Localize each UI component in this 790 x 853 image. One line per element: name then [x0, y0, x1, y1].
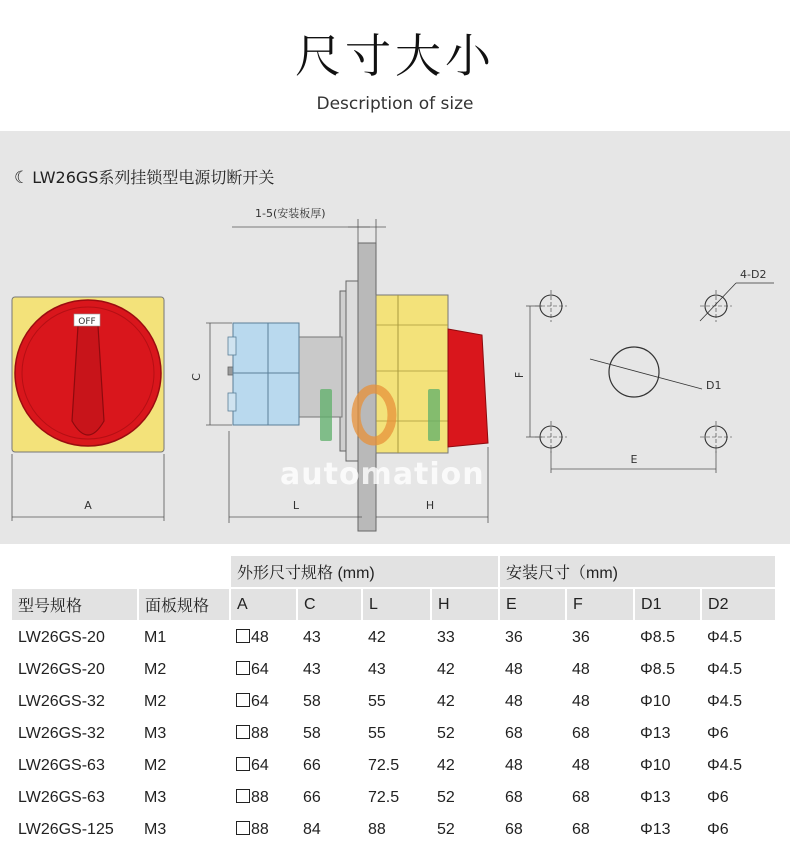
table-cell: 48 — [505, 661, 523, 678]
dim-label-h: H — [425, 499, 435, 512]
col-header-c: C — [297, 588, 362, 621]
table-cell: 43 — [303, 661, 321, 678]
table-cell: 68 — [572, 821, 590, 838]
table-cell: Φ6 — [707, 789, 729, 806]
table-cell: Φ10 — [640, 693, 671, 710]
square-symbol-icon — [236, 789, 250, 803]
table-cell: 66 — [303, 789, 321, 806]
table-cell: 48 — [572, 661, 590, 678]
table-cell: 64 — [230, 654, 297, 686]
col-header-a: A — [230, 588, 297, 621]
table-cell: LW26GS-32 — [18, 725, 105, 742]
table-cell: M2 — [144, 661, 167, 678]
table-cell: 36 — [505, 629, 523, 646]
table-cell: Φ8.5 — [640, 629, 676, 646]
table-group-header-row — [12, 556, 776, 588]
table-cell: 55 — [368, 725, 386, 742]
col-header-model: 型号规格 — [12, 588, 138, 621]
moon-icon: ☾ — [14, 168, 30, 188]
table-cell: 52 — [437, 821, 455, 838]
dim-label-e: E — [630, 453, 638, 466]
table-cell: 43 — [368, 661, 386, 678]
table-cell: 68 — [505, 789, 523, 806]
table-cell: M1 — [144, 629, 167, 646]
dim-label-c: C — [190, 373, 203, 381]
dim-label-d1: D1 — [706, 379, 722, 392]
table-cell: M3 — [144, 725, 167, 742]
dim-label-l: L — [292, 499, 300, 512]
square-symbol-icon — [236, 821, 250, 835]
table-cell: 64 — [230, 750, 297, 782]
group-header-outline: 外形尺寸规格 (mm) — [230, 556, 499, 588]
col-header-e: E — [499, 588, 566, 621]
square-symbol-icon — [236, 725, 250, 739]
table-row — [12, 686, 776, 718]
square-symbol-icon — [236, 629, 250, 643]
table-cell: LW26GS-63 — [18, 757, 105, 774]
table-cell: 88 — [230, 718, 297, 750]
table-cell: 48 — [230, 621, 297, 654]
table-cell: 33 — [437, 629, 455, 646]
table-cell: 68 — [572, 725, 590, 742]
table-cell: 72.5 — [368, 789, 400, 806]
table-cell: 43 — [303, 629, 321, 646]
dim-label-a: A — [84, 499, 92, 512]
table-cell: Φ6 — [707, 821, 729, 838]
table-cell: Φ13 — [640, 789, 671, 806]
col-header-d1: D1 — [634, 588, 701, 621]
front-view — [12, 297, 164, 521]
table-cell: 84 — [303, 821, 321, 838]
table-cell: LW26GS-20 — [18, 661, 105, 678]
table-cell: Φ4.5 — [707, 629, 743, 646]
table-row — [12, 782, 776, 814]
table-cell: Φ4.5 — [707, 693, 743, 710]
table-cell: 68 — [505, 725, 523, 742]
table-cell: 52 — [437, 725, 455, 742]
square-symbol-icon — [236, 661, 250, 675]
table-cell: 66 — [303, 757, 321, 774]
table-body — [12, 621, 776, 846]
hole-pattern — [513, 268, 774, 473]
table-cell: M3 — [144, 789, 167, 806]
contact-block-upper — [233, 323, 299, 373]
table-cell: M3 — [144, 821, 167, 838]
col-header-panel: 面板规格 — [138, 588, 230, 621]
watermark-text: automation — [280, 457, 485, 492]
table-row — [12, 750, 776, 782]
table-cell: 42 — [437, 693, 455, 710]
table-cell: 58 — [303, 693, 321, 710]
table-cell: 68 — [505, 821, 523, 838]
col-header-d2: D2 — [701, 588, 776, 621]
table-cell: 48 — [572, 757, 590, 774]
table-cell: 48 — [505, 757, 523, 774]
table-cell: Φ10 — [640, 757, 671, 774]
table-cell: 42 — [437, 661, 455, 678]
table-cell: Φ4.5 — [707, 757, 743, 774]
dimension-diagram-panel — [0, 131, 790, 544]
page-title: 尺寸大小 — [295, 29, 495, 83]
square-symbol-icon — [236, 757, 250, 771]
square-symbol-icon — [236, 693, 250, 707]
table-cell: LW26GS-32 — [18, 693, 105, 710]
diagram-caption: ☾ LW26GS系列挂锁型电源切断开关 — [14, 168, 275, 188]
col-header-h: H — [431, 588, 499, 621]
table-cell: M2 — [144, 757, 167, 774]
plate-thickness-label: 1-5(安装板厚) — [255, 207, 326, 220]
table-cell: Φ13 — [640, 725, 671, 742]
dim-label-f: F — [513, 371, 526, 379]
table-cell: 64 — [230, 686, 297, 718]
table-row — [12, 718, 776, 750]
group-header-mounting: 安装尺寸（mm) — [499, 556, 776, 588]
table-cell: 52 — [437, 789, 455, 806]
knob-side — [448, 329, 488, 447]
table-cell: 68 — [572, 789, 590, 806]
table-row — [12, 814, 776, 846]
table-cell: Φ8.5 — [640, 661, 676, 678]
table-cell: 42 — [368, 629, 386, 646]
table-row — [12, 621, 776, 654]
table-cell: 88 — [230, 814, 297, 846]
dim-label-d2: 4-D2 — [740, 268, 767, 281]
table-cell: 48 — [572, 693, 590, 710]
table-cell: Φ6 — [707, 725, 729, 742]
off-label: OFF — [78, 317, 96, 327]
table-cell: 48 — [505, 693, 523, 710]
col-header-l: L — [362, 588, 431, 621]
knob-handle — [72, 319, 104, 436]
table-cell: LW26GS-63 — [18, 789, 105, 806]
table-cell: 88 — [368, 821, 386, 838]
table-cell: Φ13 — [640, 821, 671, 838]
table-cell: 42 — [437, 757, 455, 774]
table-column-header-row — [12, 588, 776, 621]
table-cell: Φ4.5 — [707, 661, 743, 678]
contact-block-lower — [233, 373, 299, 425]
table-cell: LW26GS-125 — [18, 821, 114, 838]
page-subtitle: Description of size — [316, 94, 474, 114]
table-cell: 58 — [303, 725, 321, 742]
center-hole — [609, 347, 659, 397]
col-header-f: F — [566, 588, 634, 621]
table-cell: 72.5 — [368, 757, 400, 774]
table-cell: 88 — [230, 782, 297, 814]
table-cell: 55 — [368, 693, 386, 710]
dimension-table — [12, 556, 776, 846]
table-row — [12, 654, 776, 686]
table-cell: 36 — [572, 629, 590, 646]
table-group-blank — [12, 556, 230, 588]
table-cell: M2 — [144, 693, 167, 710]
table-cell: LW26GS-20 — [18, 629, 105, 646]
